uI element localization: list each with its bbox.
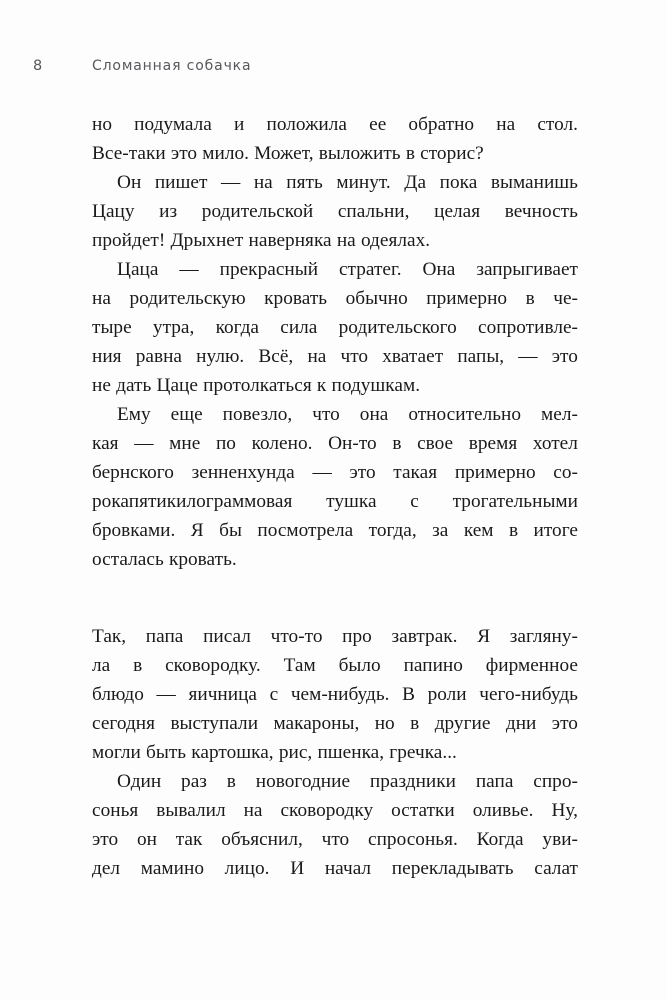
text-line xyxy=(92,709,578,738)
text-line xyxy=(92,313,578,342)
word: колено. xyxy=(251,433,313,454)
word: Ему xyxy=(117,404,151,425)
word: ла xyxy=(92,655,111,676)
word: мне xyxy=(169,433,201,454)
word: объяснил, xyxy=(221,829,303,850)
word: родительской xyxy=(201,201,314,222)
word: папа xyxy=(475,771,514,792)
word: кровать. xyxy=(168,549,237,570)
word: к xyxy=(316,375,327,396)
word: Дрыхнет xyxy=(170,230,244,251)
word: и xyxy=(234,114,245,135)
word: относительно xyxy=(408,404,522,425)
word: пишет xyxy=(154,172,208,193)
word: новогодние xyxy=(255,771,351,792)
word: нулю. xyxy=(196,346,245,367)
word: одеялах. xyxy=(360,230,431,251)
word: — xyxy=(134,433,154,454)
word: Все-таки xyxy=(92,143,166,164)
word: яичница xyxy=(188,684,258,705)
word: когда xyxy=(215,317,260,338)
word: наверняка xyxy=(248,230,332,251)
text-line xyxy=(92,651,578,680)
paragraph xyxy=(92,400,578,574)
word: целая xyxy=(434,201,481,222)
word: мамино xyxy=(140,858,204,879)
text-line xyxy=(92,738,578,767)
word: Он-то xyxy=(328,433,377,454)
word: хватает xyxy=(382,346,444,367)
word: было xyxy=(338,655,381,676)
word: рокапятикилограммовая xyxy=(92,491,293,512)
word: — xyxy=(518,346,538,367)
word: из xyxy=(159,201,178,222)
word: прекрасный xyxy=(219,259,319,280)
word: что xyxy=(312,404,340,425)
word: пока xyxy=(439,172,478,193)
word: Она xyxy=(422,259,456,280)
word: Там xyxy=(283,655,316,676)
word: на xyxy=(253,172,273,193)
word: свое xyxy=(417,433,454,454)
text-line xyxy=(92,371,578,400)
word: И xyxy=(290,858,305,879)
word: бернского xyxy=(92,462,174,483)
word: оливье. xyxy=(472,800,534,821)
paragraph xyxy=(92,168,578,255)
word: вечность xyxy=(504,201,578,222)
word: Может, xyxy=(254,143,314,164)
word: так xyxy=(175,829,203,850)
word: гречка... xyxy=(389,742,457,763)
word: остатки xyxy=(391,800,455,821)
word: кровать xyxy=(264,288,328,309)
word: Так, xyxy=(92,626,127,647)
body-text xyxy=(92,110,578,883)
text-line xyxy=(92,680,578,709)
word: в xyxy=(525,288,535,309)
text-line xyxy=(92,226,578,255)
word: такая xyxy=(393,462,438,483)
word: спальни, xyxy=(337,201,410,222)
word: что xyxy=(321,829,350,850)
word: примерно xyxy=(454,462,536,483)
word: кая xyxy=(92,433,119,454)
word: сковородку xyxy=(280,800,374,821)
word: протолкаться xyxy=(203,375,312,396)
word: в xyxy=(133,655,143,676)
word: мило. xyxy=(202,143,249,164)
word: тушка xyxy=(326,491,377,512)
running-title: Сломанная собачка xyxy=(92,58,252,74)
word: Один xyxy=(117,771,162,792)
word: выложить xyxy=(318,143,401,164)
text-line xyxy=(92,284,578,313)
word: Да xyxy=(404,172,427,193)
word: — xyxy=(312,462,332,483)
text-line xyxy=(92,854,578,883)
word: спросонья. xyxy=(368,829,458,850)
word: дни xyxy=(505,713,537,734)
word: пшенка, xyxy=(317,742,385,763)
word: осталась xyxy=(92,549,164,570)
word: в xyxy=(392,433,402,454)
word: на xyxy=(92,288,111,309)
paragraph xyxy=(92,767,578,883)
word: Я xyxy=(477,626,491,647)
word: стол. xyxy=(537,114,578,135)
text-line xyxy=(92,545,578,574)
word: подумала xyxy=(134,114,212,135)
word: вывалил xyxy=(156,800,226,821)
word: макароны, xyxy=(273,713,360,734)
word: время xyxy=(468,433,518,454)
word: рис, xyxy=(278,742,313,763)
text-line xyxy=(92,197,578,226)
word: Он xyxy=(117,172,142,193)
text-line xyxy=(92,622,578,651)
word: это xyxy=(170,143,198,164)
word: дел xyxy=(92,858,121,879)
word: со- xyxy=(553,462,578,483)
word: в xyxy=(226,771,236,792)
word: Цаца xyxy=(117,259,159,280)
word: тогда, xyxy=(368,520,417,541)
word: положила xyxy=(266,114,347,135)
word: сопротивле- xyxy=(478,317,578,338)
word: не xyxy=(92,375,111,396)
word: папы, xyxy=(457,346,505,367)
word: с xyxy=(410,491,419,512)
text-line xyxy=(92,429,578,458)
word: лицо. xyxy=(224,858,270,879)
text-line xyxy=(92,255,578,284)
word: повезло, xyxy=(222,404,293,425)
word: про xyxy=(342,626,372,647)
word: что-то xyxy=(270,626,323,647)
word: салат xyxy=(534,858,578,879)
word: блюдо xyxy=(92,684,144,705)
word: чем-нибудь. xyxy=(290,684,390,705)
word: выманишь xyxy=(490,172,578,193)
paragraph xyxy=(92,110,578,168)
word: на xyxy=(307,346,327,367)
word: трогательными xyxy=(452,491,578,512)
word: пройдет! xyxy=(92,230,166,251)
word: по xyxy=(215,433,236,454)
word: в xyxy=(410,713,420,734)
word: — xyxy=(220,172,241,193)
word: фирменное xyxy=(485,655,578,676)
word: Цаце xyxy=(156,375,198,396)
word: сегодня xyxy=(92,713,156,734)
word: В xyxy=(402,684,415,705)
word: родительскую xyxy=(129,288,246,309)
word: — xyxy=(179,259,199,280)
word: сковородку. xyxy=(165,655,261,676)
word: это xyxy=(551,346,578,367)
text-line xyxy=(92,767,578,796)
word: за xyxy=(432,520,449,541)
word: что xyxy=(340,346,369,367)
text-line xyxy=(92,458,578,487)
word: пять xyxy=(286,172,323,193)
word: Я xyxy=(190,520,204,541)
word: уви- xyxy=(542,829,578,850)
word: начал xyxy=(324,858,372,879)
text-line xyxy=(92,139,578,168)
word: она xyxy=(359,404,389,425)
word: папино xyxy=(403,655,463,676)
word: на xyxy=(496,114,516,135)
word: ния xyxy=(92,346,122,367)
word: выступали xyxy=(170,713,259,734)
running-head xyxy=(0,56,667,78)
word: примерно xyxy=(426,288,508,309)
word: загляну- xyxy=(509,626,578,647)
word: подушкам. xyxy=(331,375,421,396)
word: завтрак. xyxy=(391,626,458,647)
word: родительского xyxy=(338,317,457,338)
word: Ну, xyxy=(551,800,578,821)
word: папа xyxy=(145,626,184,647)
word: писал xyxy=(203,626,251,647)
word: но xyxy=(92,114,112,135)
page-number: 8 xyxy=(33,58,43,74)
word: минут. xyxy=(336,172,391,193)
word: бы xyxy=(219,520,242,541)
word: сила xyxy=(280,317,318,338)
word: посмотрела xyxy=(257,520,354,541)
word: Цацу xyxy=(92,201,135,222)
word: ее xyxy=(369,114,387,135)
word: в xyxy=(405,143,415,164)
word: Всё, xyxy=(258,346,294,367)
word: тыре xyxy=(92,317,132,338)
word: спро- xyxy=(533,771,578,792)
word: в xyxy=(508,520,519,541)
word: еще xyxy=(170,404,203,425)
word: быть xyxy=(146,742,187,763)
word: утра, xyxy=(152,317,195,338)
word: он xyxy=(136,829,157,850)
word: запрыгивает xyxy=(476,259,578,280)
text-line xyxy=(92,825,578,854)
word: но xyxy=(374,713,395,734)
word: че- xyxy=(553,288,578,309)
word: хотел xyxy=(532,433,578,454)
word: это xyxy=(349,462,376,483)
word: могли xyxy=(92,742,141,763)
text-line xyxy=(92,342,578,371)
word: сторис? xyxy=(420,143,484,164)
word: кем xyxy=(463,520,494,541)
word: другие xyxy=(434,713,491,734)
paragraph xyxy=(92,255,578,400)
word: чего-нибудь xyxy=(479,684,578,705)
word: обратно xyxy=(408,114,475,135)
word: на xyxy=(243,800,263,821)
word: стратег. xyxy=(338,259,402,280)
word: роли xyxy=(427,684,467,705)
word: итоге xyxy=(533,520,578,541)
word: мел- xyxy=(541,404,578,425)
paragraph xyxy=(92,622,578,767)
word: сонья xyxy=(92,800,139,821)
text-line xyxy=(92,796,578,825)
word: Когда xyxy=(476,829,524,850)
word: — xyxy=(156,684,176,705)
word: равна xyxy=(135,346,183,367)
text-line xyxy=(92,400,578,429)
word: на xyxy=(336,230,356,251)
word: зенненхунда xyxy=(191,462,295,483)
word: перекладывать xyxy=(391,858,514,879)
word: праздники xyxy=(369,771,456,792)
text-line xyxy=(92,168,578,197)
word: это xyxy=(551,713,578,734)
word: раз xyxy=(181,771,207,792)
text-line xyxy=(92,516,578,545)
text-line xyxy=(92,487,578,516)
word: это xyxy=(92,829,119,850)
word: обычно xyxy=(345,288,408,309)
word: картошка, xyxy=(191,742,274,763)
word: с xyxy=(269,684,279,705)
word: дать xyxy=(116,375,152,396)
text-line xyxy=(92,110,578,139)
word: бровками. xyxy=(92,520,176,541)
